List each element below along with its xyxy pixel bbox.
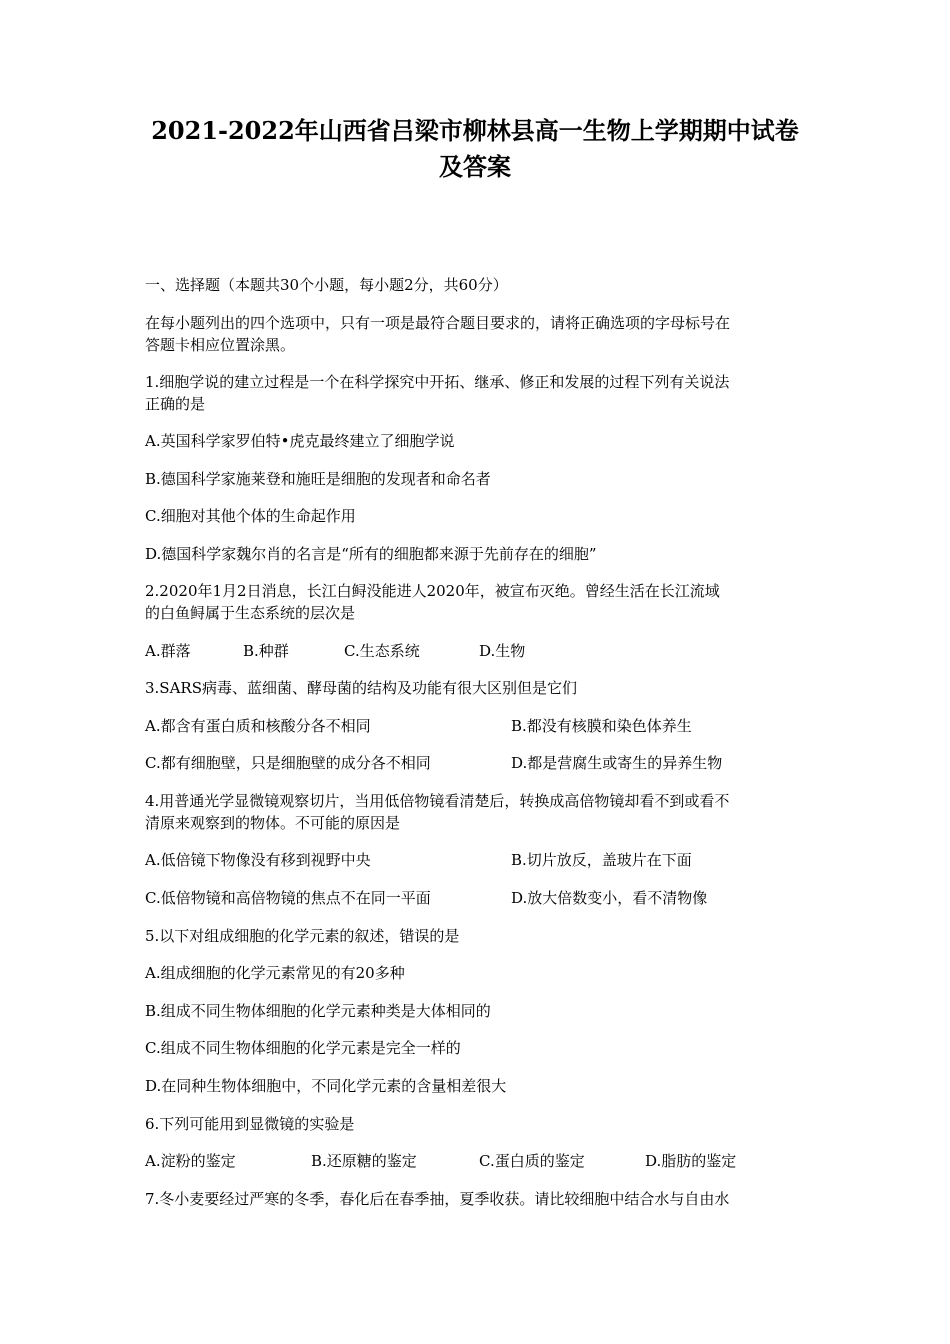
question-2-option-b: B.种群 (243, 642, 289, 660)
question-6-option-c: C.蛋白质的鉴定 (479, 1152, 585, 1170)
instruction-line-2: 答题卡相应位置涂黑。 (145, 336, 296, 354)
question-2-stem-line-2: 的白鱼鲟属于生态系统的层次是 (145, 604, 356, 622)
question-1-stem-line-2: 正确的是 (145, 395, 206, 413)
question-1-option-c: C.细胞对其他个体的生命起作用 (145, 507, 356, 525)
question-6-option-d: D.脂肪的鉴定 (645, 1152, 737, 1170)
question-4-stem-line-1: 4.用普通光学显微镜观察切片，当用低倍物镜看清楚后，转换成高倍物镜却看不到或看不 (145, 792, 730, 810)
question-1-stem-line-1: 1.细胞学说的建立过程是一个在科学探究中开拓、继承、修正和发展的过程下列有关说法 (145, 373, 730, 391)
question-5-stem: 5.以下对组成细胞的化学元素的叙述，错误的是 (145, 927, 460, 945)
section-heading: 一、选择题（本题共30个小题，每小题2分，共60分） (145, 276, 508, 294)
question-4-option-c: C.低倍物镜和高倍物镜的焦点不在同一平面 (145, 889, 431, 907)
question-3-option-a: A.都含有蛋白质和核酸分各不相同 (145, 717, 371, 735)
question-4-stem-line-2: 清原来观察到的物体。不可能的原因是 (145, 814, 401, 832)
question-1-option-b: B.德国科学家施莱登和施旺是细胞的发现者和命名者 (145, 470, 491, 488)
question-7-stem: 7.冬小麦要经过严寒的冬季，春化后在春季抽，夏季收获。请比较细胞中结合水与自由水 (145, 1190, 730, 1208)
question-3-option-d: D.都是营腐生或寄生的异养生物 (511, 754, 723, 772)
question-5-option-b: B.组成不同生物体细胞的化学元素种类是大体相同的 (145, 1002, 491, 1020)
question-5-option-a: A.组成细胞的化学元素常见的有20多种 (145, 964, 405, 982)
question-2-option-a: A.群落 (145, 642, 191, 660)
instruction-line-1: 在每小题列出的四个选项中，只有一项是最符合题目要求的，请将正确选项的字母标号在 (145, 314, 731, 332)
document-title-line-1: 2021-2022年山西省吕梁市柳林县高一生物上学期期中试卷 (151, 116, 799, 145)
question-2-option-d: D.生物 (479, 642, 526, 660)
question-3-option-c: C.都有细胞壁，只是细胞壁的成分各不相同 (145, 754, 431, 772)
document-title-line-2: 及答案 (439, 152, 511, 181)
question-1-option-d: D.德国科学家魏尔肖的名言是“所有的细胞都来源于先前存在的细胞” (145, 545, 597, 563)
question-6-option-a: A.淀粉的鉴定 (145, 1152, 236, 1170)
question-4-option-a: A.低倍镜下物像没有移到视野中央 (145, 851, 371, 869)
question-6-option-b: B.还原糖的鉴定 (311, 1152, 417, 1170)
question-3-option-b: B.都没有核膜和染色体养生 (511, 717, 692, 735)
question-2-stem-line-1: 2.2020年1月2日消息，长江白鲟没能进人2020年，被宣布灭绝。曾经生活在长江流域 (145, 582, 720, 600)
question-4-option-b: B.切片放反，盖玻片在下面 (511, 851, 692, 869)
question-3-stem: 3.SARS病毒、蓝细菌、酵母菌的结构及功能有很大区别但是它们 (145, 679, 577, 697)
question-1-option-a: A.英国科学家罗伯特•虎克最终建立了细胞学说 (145, 432, 455, 450)
question-5-option-c: C.组成不同生物体细胞的化学元素是完全一样的 (145, 1039, 461, 1057)
question-2-option-c: C.生态系统 (344, 642, 420, 660)
question-4-option-d: D.放大倍数变小，看不清物像 (511, 889, 708, 907)
question-6-stem: 6.下列可能用到显微镜的实验是 (145, 1115, 355, 1133)
question-5-option-d: D.在同种生物体细胞中，不同化学元素的含量相差很大 (145, 1077, 507, 1095)
